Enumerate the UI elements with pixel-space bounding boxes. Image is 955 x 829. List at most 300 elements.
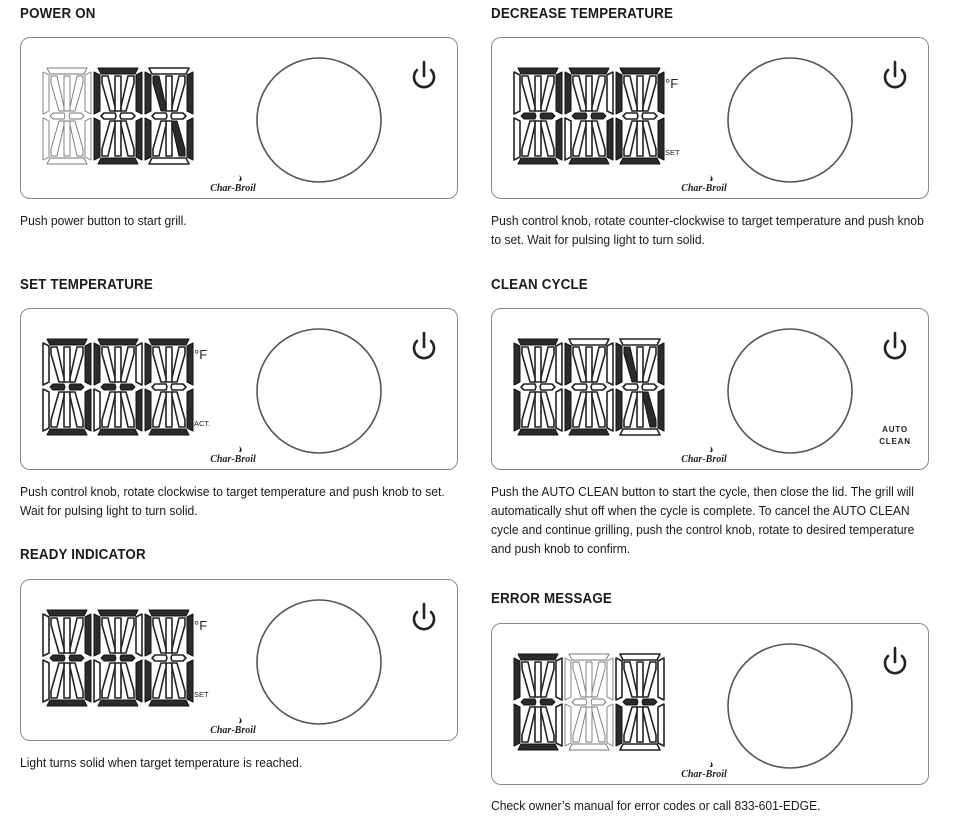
lcd-segment-h — [153, 347, 166, 382]
lcd-segment-d — [98, 158, 138, 164]
lcd-segment-c — [85, 660, 91, 702]
lcd-segment-e — [514, 704, 520, 746]
lcd-segment-j — [643, 662, 656, 697]
lcd-segment-b — [556, 72, 562, 114]
lcd-segment-g1 — [572, 113, 587, 119]
control-panel — [491, 623, 929, 785]
lcd-segment-e — [145, 118, 151, 160]
auto-clean-label-line2: CLEAN — [879, 437, 911, 446]
lcd-segment-j — [70, 76, 83, 111]
brand-logo: Char-Broil — [210, 183, 256, 194]
lcd-segment-g1 — [623, 384, 638, 390]
lcd-segment-m — [535, 392, 541, 427]
flame-icon — [239, 446, 242, 452]
lcd-segment-g2 — [120, 113, 135, 119]
control-panel — [20, 579, 458, 741]
lcd-segment-i — [586, 347, 592, 382]
lcd-segment-a — [518, 339, 558, 345]
lcd-segment-e — [145, 389, 151, 431]
lcd-segment-l — [121, 392, 134, 427]
lcd-segment-a — [569, 339, 609, 345]
lcd-segment-g1 — [521, 113, 536, 119]
lcd-segment-e — [565, 704, 571, 746]
section-description: Check owner’s manual for error codes or call 833-601-EDGE. — [491, 798, 821, 813]
lcd-segment-e — [565, 118, 571, 160]
lcd-digit — [616, 68, 664, 164]
lcd-segment-j — [592, 662, 605, 697]
lcd-segment-j — [592, 76, 605, 111]
lcd-digit — [94, 68, 142, 164]
lcd-segment-l — [541, 392, 554, 427]
control-knob[interactable] — [257, 58, 381, 182]
lcd-segment-d — [47, 700, 87, 706]
lcd-segment-j — [70, 347, 83, 382]
lcd-segment-a — [47, 68, 87, 74]
lcd-segment-h — [522, 347, 535, 382]
lcd-digit — [565, 68, 613, 164]
lcd-segment-i — [535, 76, 541, 111]
lcd-segment-j — [172, 76, 185, 111]
lcd-segment-h — [573, 662, 586, 697]
lcd-segment-b — [556, 658, 562, 700]
lcd-segment-m — [166, 392, 172, 427]
lcd-segment-j — [541, 347, 554, 382]
lcd-segment-k — [624, 707, 637, 742]
lcd-segment-a — [47, 610, 87, 616]
lcd-segment-g2 — [540, 113, 555, 119]
lcd-segment-f — [616, 343, 622, 385]
lcd-digit — [565, 339, 613, 435]
lcd-segment-f — [94, 72, 100, 114]
lcd-segment-i — [637, 347, 643, 382]
lcd-segment-k — [102, 663, 115, 698]
flame-icon — [710, 446, 713, 452]
lcd-segment-f — [565, 72, 571, 114]
lcd-segment-g2 — [540, 699, 555, 705]
lcd-segment-g1 — [152, 655, 167, 661]
lcd-segment-d — [47, 158, 87, 164]
lcd-segment-j — [643, 347, 656, 382]
lcd-segment-c — [556, 389, 562, 431]
lcd-segment-j — [172, 347, 185, 382]
lcd-digit — [94, 610, 142, 706]
lcd-segment-g2 — [69, 384, 84, 390]
flame-icon — [239, 717, 242, 723]
lcd-segment-m — [637, 707, 643, 742]
lcd-segment-b — [658, 658, 664, 700]
control-knob[interactable] — [257, 329, 381, 453]
section-power-on — [20, 6, 460, 228]
unit-label: °F — [194, 347, 208, 362]
lcd-segment-i — [64, 347, 70, 382]
lcd-segment-g1 — [50, 113, 65, 119]
lcd-segment-a — [98, 610, 138, 616]
lcd-segment-g2 — [69, 113, 84, 119]
lcd-segment-l — [643, 707, 656, 742]
lcd-segment-f — [43, 72, 49, 114]
lcd-segment-d — [98, 700, 138, 706]
lcd-segment-b — [187, 343, 193, 385]
lcd-segment-c — [658, 389, 664, 431]
power-icon[interactable] — [414, 62, 434, 87]
unit-label: °F — [665, 76, 679, 91]
power-icon[interactable] — [885, 62, 905, 87]
lcd-segment-k — [51, 663, 64, 698]
lcd-segment-m — [535, 707, 541, 742]
lcd-segment-f — [514, 658, 520, 700]
lcd-segment-d — [569, 429, 609, 435]
lcd-segment-k — [573, 707, 586, 742]
lcd-segment-c — [607, 118, 613, 160]
lcd-segment-c — [85, 389, 91, 431]
lcd-segment-e — [616, 389, 622, 431]
lcd-segment-g1 — [50, 655, 65, 661]
lcd-segment-k — [624, 121, 637, 156]
lcd-segment-f — [94, 614, 100, 656]
lcd-segment-f — [616, 72, 622, 114]
lcd-segment-l — [70, 663, 83, 698]
lcd-segment-e — [43, 118, 49, 160]
lcd-segment-m — [166, 663, 172, 698]
lcd-segment-c — [556, 704, 562, 746]
lcd-segment-i — [535, 347, 541, 382]
lcd-segment-e — [94, 118, 100, 160]
lcd-segment-i — [166, 618, 172, 653]
lcd-segment-k — [522, 707, 535, 742]
lcd-segment-c — [187, 660, 193, 702]
lcd-segment-l — [172, 392, 185, 427]
lcd-segment-g1 — [572, 699, 587, 705]
lcd-segment-f — [514, 72, 520, 114]
lcd-segment-f — [145, 72, 151, 114]
section-description: Push control knob, rotate clockwise to target temperature and push knob to set. Wait for pulsing light to turn solid. — [20, 484, 445, 518]
lcd-segment-i — [64, 618, 70, 653]
lcd-segment-b — [85, 72, 91, 114]
lcd-segment-b — [136, 343, 142, 385]
lcd-segment-e — [94, 660, 100, 702]
lcd-segment-a — [518, 68, 558, 74]
lcd-segment-k — [102, 392, 115, 427]
lcd-segment-h — [102, 618, 115, 653]
lcd-segment-g2 — [540, 384, 555, 390]
lcd-segment-g2 — [591, 113, 606, 119]
lcd-segment-e — [43, 660, 49, 702]
lcd-segment-h — [573, 347, 586, 382]
section-set-temperature — [20, 277, 460, 518]
lcd-segment-k — [102, 121, 115, 156]
lcd-segment-i — [586, 76, 592, 111]
brand-logo: Char-Broil — [681, 769, 727, 780]
lcd-segment-e — [616, 118, 622, 160]
lcd-digit — [43, 610, 91, 706]
lcd-segment-l — [643, 392, 656, 427]
lcd-segment-m — [586, 121, 592, 156]
lcd-segment-e — [514, 389, 520, 431]
lcd-segment-l — [70, 392, 83, 427]
lcd-segment-j — [70, 618, 83, 653]
lcd-segment-i — [637, 662, 643, 697]
lcd-segment-f — [43, 614, 49, 656]
lcd-segment-h — [522, 76, 535, 111]
lcd-segment-b — [607, 343, 613, 385]
lcd-segment-h — [153, 618, 166, 653]
power-icon[interactable] — [885, 333, 905, 358]
lcd-segment-d — [518, 158, 558, 164]
lcd-digit — [616, 654, 664, 750]
lcd-segment-i — [166, 76, 172, 111]
lcd-segment-h — [624, 347, 637, 382]
lcd-segment-j — [121, 76, 134, 111]
lcd-digit — [145, 68, 193, 164]
brand-logo: Char-Broil — [210, 725, 256, 736]
power-icon[interactable] — [885, 648, 905, 673]
lcd-segment-g1 — [572, 384, 587, 390]
lcd-segment-j — [541, 76, 554, 111]
mode-label: SET — [194, 690, 209, 699]
lcd-segment-a — [620, 654, 660, 660]
section-title: POWER ON — [20, 6, 96, 22]
lcd-segment-a — [98, 68, 138, 74]
lcd-segment-h — [522, 662, 535, 697]
lcd-segment-m — [637, 392, 643, 427]
lcd-segment-b — [607, 658, 613, 700]
lcd-segment-h — [624, 76, 637, 111]
section-title: READY INDICATOR — [20, 547, 146, 563]
lcd-segment-c — [136, 389, 142, 431]
section-clean-cycle — [491, 277, 931, 556]
lcd-segment-b — [85, 343, 91, 385]
lcd-segment-g1 — [152, 113, 167, 119]
lcd-segment-c — [556, 118, 562, 160]
lcd-segment-d — [620, 744, 660, 750]
power-icon[interactable] — [414, 604, 434, 629]
lcd-segment-d — [569, 744, 609, 750]
lcd-segment-i — [166, 347, 172, 382]
lcd-segment-d — [620, 158, 660, 164]
lcd-segment-l — [172, 121, 185, 156]
section-title: DECREASE TEMPERATURE — [491, 6, 674, 22]
lcd-segment-h — [102, 347, 115, 382]
lcd-segment-c — [85, 118, 91, 160]
lcd-segment-a — [149, 339, 189, 345]
lcd-segment-l — [172, 663, 185, 698]
lcd-segment-a — [518, 654, 558, 660]
lcd-segment-k — [153, 392, 166, 427]
lcd-segment-h — [51, 618, 64, 653]
lcd-segment-g2 — [642, 113, 657, 119]
lcd-segment-m — [586, 392, 592, 427]
lcd-segment-g2 — [591, 699, 606, 705]
lcd-segment-m — [64, 121, 70, 156]
lcd-segment-h — [51, 76, 64, 111]
lcd-segment-a — [620, 68, 660, 74]
lcd-segment-b — [658, 343, 664, 385]
lcd-segment-d — [620, 429, 660, 435]
lcd-segment-j — [172, 618, 185, 653]
lcd-segment-k — [153, 663, 166, 698]
lcd-segment-m — [64, 392, 70, 427]
lcd-segment-j — [643, 76, 656, 111]
lcd-segment-g1 — [101, 384, 116, 390]
control-panel — [20, 37, 458, 199]
lcd-segment-d — [149, 158, 189, 164]
lcd-segment-g2 — [120, 655, 135, 661]
control-knob[interactable] — [257, 600, 381, 724]
lcd-segment-g1 — [50, 384, 65, 390]
lcd-segment-i — [586, 662, 592, 697]
section-title: CLEAN CYCLE — [491, 277, 588, 293]
lcd-segment-k — [624, 392, 637, 427]
lcd-segment-l — [541, 121, 554, 156]
lcd-segment-g1 — [101, 655, 116, 661]
lcd-segment-l — [592, 707, 605, 742]
brand-logo: Char-Broil — [681, 454, 727, 465]
lcd-segment-k — [153, 121, 166, 156]
unit-label: °F — [194, 618, 208, 633]
lcd-segment-f — [94, 343, 100, 385]
lcd-segment-b — [136, 614, 142, 656]
lcd-digit — [514, 654, 562, 750]
section-description: Push control knob, rotate counter-clockwise to target temperature and push knob to set. Wait for pulsing light to turn solid. — [491, 213, 924, 247]
section-description: Light turns solid when target temperature is reached. — [20, 755, 303, 770]
lcd-segment-k — [573, 121, 586, 156]
lcd-segment-k — [522, 392, 535, 427]
lcd-segment-d — [518, 744, 558, 750]
flame-icon — [710, 175, 713, 181]
lcd-segment-k — [51, 392, 64, 427]
lcd-segment-g2 — [120, 384, 135, 390]
brand-logo: Char-Broil — [681, 183, 727, 194]
power-icon[interactable] — [414, 333, 434, 358]
control-panel — [491, 308, 929, 470]
lcd-segment-f — [565, 343, 571, 385]
lcd-segment-i — [115, 618, 121, 653]
lcd-segment-m — [586, 707, 592, 742]
mode-label: SET — [665, 148, 680, 157]
lcd-segment-m — [115, 121, 121, 156]
lcd-segment-j — [121, 618, 134, 653]
lcd-segment-a — [620, 339, 660, 345]
section-title: ERROR MESSAGE — [491, 591, 612, 607]
lcd-segment-a — [569, 68, 609, 74]
lcd-segment-m — [637, 121, 643, 156]
lcd-segment-g1 — [521, 699, 536, 705]
lcd-segment-j — [541, 662, 554, 697]
control-knob[interactable] — [728, 644, 852, 768]
lcd-digit — [43, 68, 91, 164]
lcd-segment-e — [565, 389, 571, 431]
lcd-segment-c — [187, 389, 193, 431]
lcd-segment-d — [149, 700, 189, 706]
section-title: SET TEMPERATURE — [20, 277, 153, 293]
lcd-segment-i — [535, 662, 541, 697]
lcd-segment-h — [51, 347, 64, 382]
control-knob[interactable] — [728, 329, 852, 453]
lcd-segment-e — [94, 389, 100, 431]
section-error-message — [491, 591, 931, 813]
lcd-segment-g1 — [623, 113, 638, 119]
brand-logo: Char-Broil — [210, 454, 256, 465]
lcd-segment-l — [541, 707, 554, 742]
lcd-segment-f — [145, 614, 151, 656]
lcd-segment-a — [149, 68, 189, 74]
lcd-segment-k — [51, 121, 64, 156]
lcd-segment-h — [102, 76, 115, 111]
lcd-digit — [43, 339, 91, 435]
lcd-digit — [145, 610, 193, 706]
lcd-digit — [616, 339, 664, 435]
lcd-segment-m — [64, 663, 70, 698]
lcd-segment-e — [43, 389, 49, 431]
flame-icon — [239, 175, 242, 181]
lcd-segment-c — [658, 118, 664, 160]
lcd-segment-b — [85, 614, 91, 656]
control-panel — [491, 37, 929, 199]
lcd-segment-c — [136, 660, 142, 702]
lcd-segment-j — [121, 347, 134, 382]
lcd-segment-g2 — [171, 384, 186, 390]
section-description: Push the AUTO CLEAN button to start the cycle, then close the lid. The grill will automatically shut off when the cycle is complete. To cancel the AUTO CLEAN cycle and continue grilling, push the control knob, rotate to desired temperature and push knob to confirm. — [491, 484, 915, 556]
lcd-segment-l — [592, 121, 605, 156]
lcd-segment-i — [115, 76, 121, 111]
lcd-segment-l — [592, 392, 605, 427]
flame-icon — [710, 761, 713, 767]
lcd-segment-c — [658, 704, 664, 746]
lcd-segment-c — [187, 118, 193, 160]
lcd-segment-m — [115, 663, 121, 698]
lcd-segment-c — [136, 118, 142, 160]
auto-clean-button[interactable] — [879, 425, 911, 446]
lcd-segment-b — [607, 72, 613, 114]
lcd-segment-i — [637, 76, 643, 111]
lcd-segment-b — [187, 614, 193, 656]
lcd-segment-a — [569, 654, 609, 660]
lcd-segment-e — [514, 118, 520, 160]
lcd-segment-l — [121, 663, 134, 698]
lcd-digit — [514, 339, 562, 435]
lcd-segment-e — [616, 704, 622, 746]
lcd-digit — [565, 654, 613, 750]
lcd-segment-k — [573, 392, 586, 427]
lcd-segment-l — [643, 121, 656, 156]
lcd-segment-i — [64, 76, 70, 111]
lcd-segment-d — [149, 429, 189, 435]
control-knob[interactable] — [728, 58, 852, 182]
lcd-segment-b — [136, 72, 142, 114]
lcd-segment-a — [98, 339, 138, 345]
lcd-segment-a — [47, 339, 87, 345]
lcd-segment-b — [187, 72, 193, 114]
lcd-segment-g1 — [152, 384, 167, 390]
lcd-segment-f — [514, 343, 520, 385]
lcd-segment-m — [535, 121, 541, 156]
lcd-segment-g1 — [521, 384, 536, 390]
lcd-segment-g2 — [171, 655, 186, 661]
lcd-digit — [145, 339, 193, 435]
lcd-segment-g2 — [642, 699, 657, 705]
lcd-segment-d — [518, 429, 558, 435]
control-panel — [20, 308, 458, 470]
lcd-segment-d — [569, 158, 609, 164]
lcd-digit — [514, 68, 562, 164]
lcd-segment-g1 — [623, 699, 638, 705]
lcd-segment-k — [522, 121, 535, 156]
lcd-segment-g2 — [69, 655, 84, 661]
lcd-segment-j — [592, 347, 605, 382]
lcd-segment-c — [607, 704, 613, 746]
lcd-segment-c — [607, 389, 613, 431]
lcd-segment-f — [565, 658, 571, 700]
